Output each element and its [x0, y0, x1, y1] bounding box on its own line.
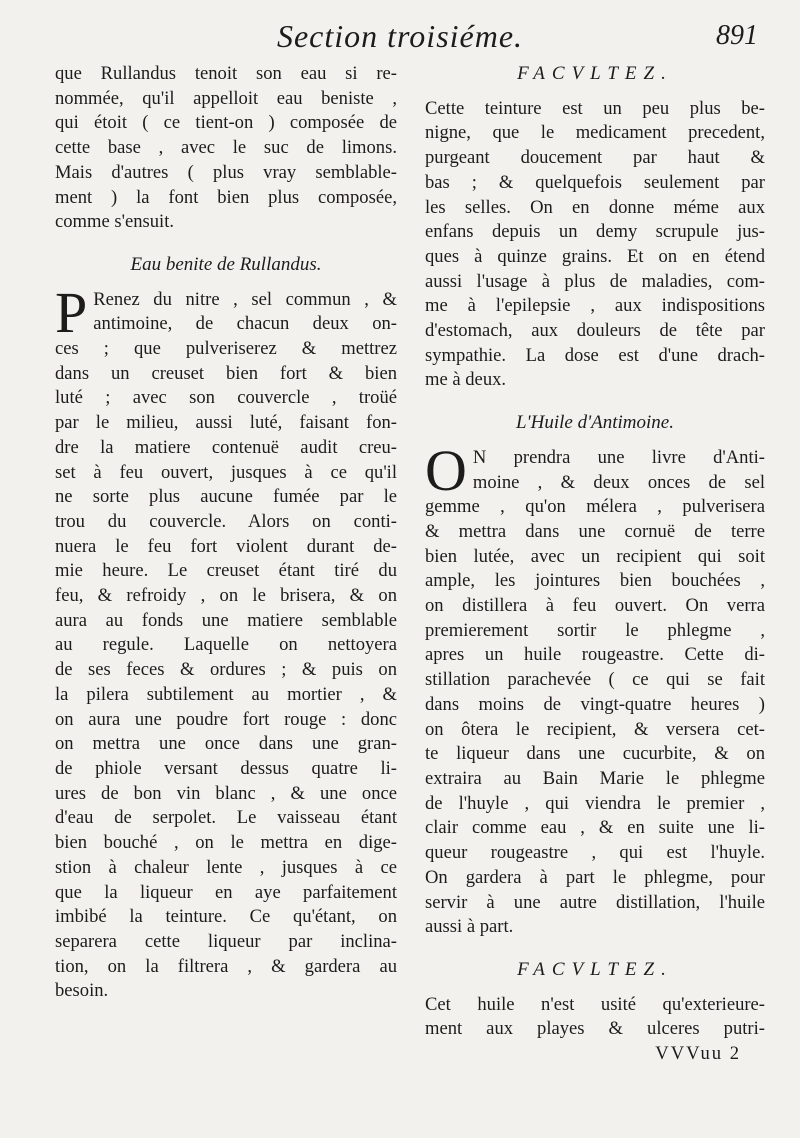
text-line: ne sorte plus aucune fumée par le	[55, 486, 397, 508]
text-line: te liqueur dans une cucurbite, & on	[425, 743, 765, 765]
page-number: 891	[716, 20, 758, 51]
text-line: On gardera à part le phlegme, pour	[425, 866, 765, 888]
section-heading: L'Huile d'Antimoine.	[515, 412, 674, 434]
text-line: de ses feces & ordures ; & puis on	[55, 659, 397, 681]
text-line: me à deux.	[425, 369, 507, 391]
text-line: comme s'ensuit.	[55, 211, 175, 233]
text-line: ample, les jointures bien bouchées ,	[425, 570, 765, 592]
text-line: extraira au Bain Marie le phlegme	[425, 767, 765, 789]
recipe-paragraph	[55, 279, 397, 1004]
faculties-heading: FACVLTEZ.	[517, 958, 673, 980]
text-line: au regule. Laquelle on nettoyera	[55, 634, 397, 656]
text-line: besoin.	[55, 980, 109, 1002]
text-line: tion, on la filtrera , & gardera au	[55, 955, 397, 977]
text-line: par le milieu, aussi luté, faisant fon-	[55, 412, 397, 434]
text-line: de l'huyle , qui viendra le premier ,	[425, 792, 765, 814]
text-line: stillation parachevée ( ce qui se fait	[425, 669, 765, 691]
text-line: bien bouché , on le mettra en dige-	[55, 832, 397, 854]
section-heading: Eau benite de Rullandus.	[130, 253, 322, 275]
text-line: dans un creuset bien fort & bien	[55, 362, 397, 384]
text-line: nuera le feu fort violent durant de-	[55, 535, 397, 557]
text-line: set à feu ouvert, jusques à ce qu'il	[55, 461, 397, 483]
text-line: que la liqueur en aye parfaitement	[55, 881, 397, 903]
text-line: de phiole versant dessus quatre li-	[55, 757, 397, 779]
text-line: enfans depuis un demy scrupule jus-	[425, 221, 765, 243]
text-line: Cet huile n'est usité qu'exterieure-	[425, 993, 765, 1015]
recipe-paragraph	[425, 437, 765, 940]
text-line: Mais d'autres ( plus vray semblable-	[55, 161, 397, 183]
text-line: qui étoit ( ce tient-on ) composée de	[55, 112, 397, 134]
text-line: ment aux playes & ulceres putri-	[425, 1018, 765, 1040]
text-line: ces ; que pulveriserez & mettrez	[55, 338, 397, 360]
text-line: Cette teinture est un peu plus be-	[425, 97, 765, 119]
drop-cap: O	[425, 437, 467, 503]
text-line: que Rullandus tenoit son eau si re-	[55, 63, 397, 84]
right-column	[425, 62, 765, 1067]
text-line: antimoine, de chacun deux on-	[93, 313, 397, 335]
text-line: nigne, que le medicament precedent,	[425, 122, 765, 144]
text-line: separera cette liqueur par inclina-	[55, 930, 397, 952]
drop-cap: P	[55, 279, 88, 345]
text-line: gemme , qu'on mélera , pulverisera	[425, 496, 765, 518]
faculties-paragraph	[425, 97, 765, 393]
text-line: & mettra dans une cornuë de terre	[425, 520, 765, 542]
faculties-heading: FACVLTEZ.	[517, 63, 673, 84]
text-line: apres un huile rougeastre. Cette di-	[425, 644, 765, 666]
text-line: moine , & deux onces de sel	[472, 471, 765, 493]
text-line: stion à chaleur lente , jusques à ce	[55, 856, 397, 878]
text-line: me à l'epilepsie , aux indispositions	[425, 295, 765, 317]
text-line: luté ; avec son couvercle , troüé	[55, 387, 397, 409]
text-line: purgeant doucement par haut &	[425, 147, 765, 169]
text-line: on mettra une once dans une gran-	[55, 733, 397, 755]
text-line: imbibé la teinture. Ce qu'étant, on	[55, 906, 397, 928]
intro-paragraph	[55, 62, 397, 235]
left-column	[55, 62, 397, 1004]
text-line: aussi l'usage à plus de maladies, com-	[425, 270, 765, 292]
text-line: cette base , avec le suc de limons.	[55, 137, 397, 159]
text-line: la pilera subtilement au mortier , &	[55, 683, 397, 705]
text-line: ques à quinze grains. Et on en étend	[425, 245, 765, 267]
text-line: mie heure. Le creuset étant tiré du	[55, 560, 397, 582]
text-line: bas ; & quelquefois seulement par	[425, 171, 765, 193]
signature-mark: VVVuu 2	[655, 1043, 741, 1065]
text-line: aura au fonds une matiere semblable	[55, 609, 397, 631]
text-line: on ôtera le recipient, & versera cet-	[425, 718, 765, 740]
text-line: feu, & refroidy , on le brisera, & on	[55, 585, 397, 607]
faculties-paragraph	[425, 993, 765, 1042]
text-line: aussi à part.	[425, 916, 514, 938]
text-line: Renez du nitre , sel commun , &	[93, 288, 397, 310]
text-line: sympathie. La dose est d'une drach-	[425, 344, 765, 366]
text-line: ures de bon vin blanc , & une once	[55, 782, 397, 804]
text-line: clair comme eau , & en suite une li-	[425, 817, 765, 839]
text-line: servir à une autre distillation, l'huile	[425, 891, 765, 913]
text-line: premierement sortir le phlegme ,	[425, 619, 765, 641]
text-line: trou du couvercle. Alors on conti-	[55, 510, 397, 532]
text-line: d'estomach, aux douleurs de tête par	[425, 320, 765, 342]
text-line: bien lutée, avec un recipient qui soit	[425, 545, 765, 567]
text-line: dans moins de vingt-quatre heures )	[425, 693, 765, 715]
text-line: nommée, qu'il appelloit eau beniste ,	[55, 87, 397, 109]
text-line: d'eau de serpolet. Le vaisseau étant	[55, 807, 397, 829]
running-header: Section troisiéme.	[276, 18, 524, 54]
text-line: ment ) la font bien plus composée,	[55, 186, 397, 208]
text-line: queur rougeastre , qui est l'huyle.	[425, 842, 765, 864]
text-line: on aura une poudre fort rouge : donc	[55, 708, 397, 730]
text-line: les selles. On en donne méme aux	[425, 196, 765, 218]
text-line: dre la matiere contenuë audit creu-	[55, 436, 397, 458]
text-line: N prendra une livre d'Anti-	[472, 446, 765, 468]
text-line: on distillera à feu ouvert. On verra	[425, 595, 765, 617]
